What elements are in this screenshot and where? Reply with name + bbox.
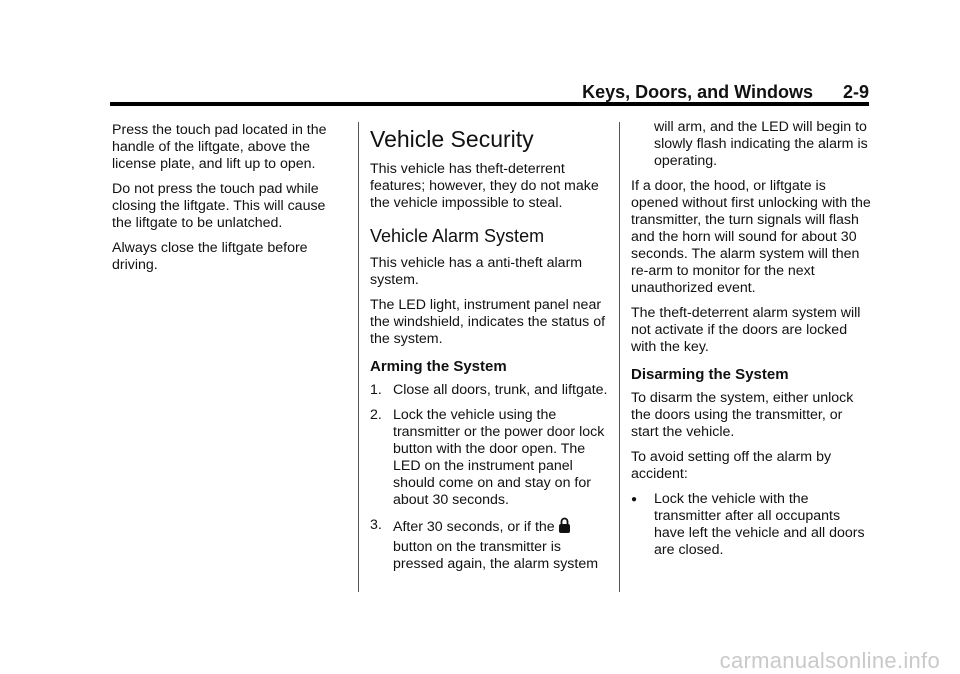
column-divider-1 — [358, 122, 359, 592]
paragraph: This vehicle has a anti-theft alarm system. — [370, 255, 583, 288]
section-title: Keys, Doors, and Windows — [582, 82, 813, 102]
list-text — [393, 517, 610, 573]
page-header — [112, 82, 869, 102]
paragraph: The LED light, instrument panel near the windshield, indicates the status of the system. — [370, 297, 606, 347]
paragraph: If a door, the hood, or liftgate is opened without first unlocking with the transmitter, the turn signals will flash and the horn will sound for about 30 seconds. The alarm system will then re-arm to monitor for the next unauthorized event. — [631, 178, 871, 296]
lock-icon — [558, 517, 571, 539]
column-3 — [631, 119, 871, 567]
paragraph: This vehicle has theft-deterrent features; however, they do not make the vehicle impossible to steal. — [370, 161, 599, 211]
list-text: Close all doors, trunk, and liftgate. — [393, 382, 608, 398]
column-1 — [112, 122, 344, 282]
heading-vehicle-alarm-system: Vehicle Alarm System — [370, 226, 545, 246]
list-text: Lock the vehicle using the transmitter or the power door lock button with the door open. The LED on the instrument panel should come on and stay on for about 30 seconds. — [393, 407, 605, 508]
paragraph: Press the touch pad located in the handle of the liftgate, above the license plate, and lift up to open. — [112, 122, 327, 172]
heading-vehicle-security: Vehicle Security — [370, 126, 534, 152]
continued-list-text: will arm, and the LED will begin to slowly flash indicating the alarm is operating. — [654, 119, 868, 169]
list-number: 2. — [370, 407, 382, 423]
paragraph: To avoid setting off the alarm by accident: — [631, 449, 832, 482]
list-text-before-icon: After 30 seconds, or if the — [393, 519, 555, 535]
bullet-icon: ● — [631, 494, 638, 505]
list-number: 1. — [370, 382, 382, 398]
column-2 — [370, 122, 610, 581]
list-item — [370, 382, 610, 399]
paragraph: The theft-deterrent alarm system will not activate if the doors are locked with the key. — [631, 305, 861, 355]
bullet-item — [631, 491, 871, 559]
column-divider-2 — [619, 122, 620, 592]
heading-arming-the-system: Arming the System — [370, 358, 507, 375]
header-rule — [110, 102, 869, 106]
heading-disarming-the-system: Disarming the System — [631, 366, 789, 383]
watermark: carmanualsonline.info — [719, 648, 940, 673]
list-item — [370, 517, 610, 573]
list-item — [370, 407, 610, 509]
page-number: 2-9 — [842, 82, 869, 102]
bullet-text: Lock the vehicle with the transmitter after all occupants have left the vehicle and all doors are closed. — [654, 491, 865, 558]
list-number: 3. — [370, 517, 382, 533]
paragraph: Do not press the touch pad while closing the liftgate. This will cause the liftgate to be unlatched. — [112, 181, 326, 231]
paragraph: Always close the liftgate before driving. — [112, 240, 308, 273]
list-text-after-icon: button on the transmitter is pressed again, the alarm system — [393, 539, 599, 572]
paragraph: To disarm the system, either unlock the doors using the transmitter, or start the vehicle. — [631, 390, 854, 440]
